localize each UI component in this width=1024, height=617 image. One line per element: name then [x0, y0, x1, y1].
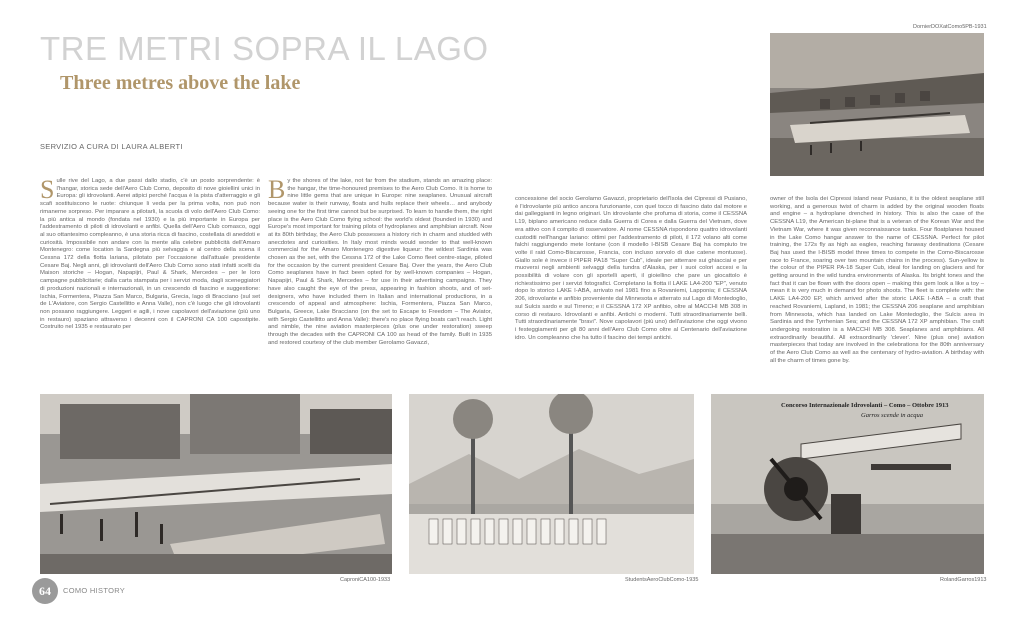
photo-caproni-hangar: [40, 394, 392, 574]
photo-dornier-seaplane: [770, 33, 984, 176]
article-title-english: Three metres above the lake: [60, 72, 301, 94]
text-column-italian-2: [515, 196, 747, 396]
article-title-italian: TRE METRI SOPRA IL LAGO: [40, 30, 489, 67]
poster-caption-line2: Garros scende in acqua: [861, 412, 924, 419]
garros-photo-illustration: [711, 394, 984, 574]
photo-credit-garros: RolandGarros1913: [940, 577, 987, 583]
page-number: 64: [32, 578, 58, 604]
photo-credit-students: StudentsAeroClubComo-1935: [625, 577, 699, 583]
column-text: owner of the Isola dei Cipressi island near Pusiano, it is the oldest seaplane still working, and a generous twist of charm is added by the original wooden floats and engine – a hydroplane drenched in history. This is also the case of the CESSNA L19, the American bi-plane that is a veteran of the Korean War and the Vietnam War, where it was given reconnaissance tasks. Four floatplanes housed in the Lake Como hangar answer to the name of CESSNA. Perfect for pilot training, the 172s fly as high as eagles, reaching faraway destinations (Cesare Baj has used the I-BISB model three times to compete in the Como-Biscarosse race to France, soaring over two mountain chains in the process). Sun-yellow is the colour of the PIPER PA-18 Super Cub, ideal for landing on glaciers and for getting around in the wild tundra environments of Alaska. Its bright tones and the fact that it can be flown with the doors open – making this gem look a like a toy – mean it is very much in demand for photo shoots. The fleet is complete with: the LAKE LA4-200 EP, which arrived after the storic LAKE I-ABA – a craft that reached Rovaniemi, Lapland, in 1981; the CESSNA 206 seaplane and amphibian from Minnesota, which has landed on Lake Montedoglio, the Sulcis area in Sardinia and the Tyrrhenian Sea; and the CESSNA 172 XP amphibian. The craft undergoing restoration is a MACCHI MB 308. Seaplanes and amphibians. All extraordinarily beautiful. All extraordinarily 'clever'. Nine (plus one) aviation masterpieces that today are involved in the celebrations for the 80th anniversary of the Aero Club Como as well as the centenary of hydro-aviation. A birthday with all the charm of times gone by.: [770, 196, 984, 364]
text-column-english-1: [268, 178, 492, 386]
dropcap-s: S: [40, 178, 55, 204]
text-column-italian-1: [40, 178, 260, 386]
students-photo-illustration: [409, 394, 694, 574]
photo-credit-caproni: CaproniCA100-1933: [340, 577, 391, 583]
photo-students-aeroclub: [409, 394, 694, 574]
caproni-photo-illustration: [40, 394, 392, 574]
text-column-english-2: [770, 196, 984, 396]
byline: SERVIZIO A CURA DI LAURA ALBERTI: [40, 142, 183, 151]
column-text: ulle rive del Lago, a due passi dallo stadio, c'è un posto sorprendente: è l'hangar, storica sede dell'Aero Club Como, deposito di nove gioiellini unici in Europa: gli idrovolanti. Aerei atipici perché l'acqua è la pista d'atterraggio e gli scafi sostituiscono le ruote: chiunque li veda per la prima volta, non può non rimanerne sorpreso. Per imparare a pilotarli, la scuola di volo dell'Aero Club Como: la più antica al mondo (fondata nel 1930) e la più importante in Europa per l'addestramento di piloti di idrovolanti e anfibi. Quella dell'Aero Club comasco, oggi al suo ottantesimo compleanno, è una storia ricca di fascino, costellata di aneddoti e curiosità. Impossibile non andare con la mente alla celebre pubblicità dell'Amaro Montenegro: come location la Sardegna più selvaggia e al centro della scena il Cessna 172 della flotta lariana, pilotato per l'occasione dall'attuale presidente Cesare Baj. Negli anni, gli idrovolanti dell'Aero Club Como sono stati infatti scelti da Maison storiche – Hogan, Napapijri, Paul & Shark, Mercedes – per le loro campagne pubblicitarie; dalla carta stampata per i servizi moda, dagli sceneggiatori di produzioni nazionali e internazionali, in un crescendo di fascino e suggestione: Ischia, Formentera, Piazza San Marco, Bulgaria, Grecia, lago di Bracciano (sul set de L'Aviatore, con Sergio Castellitto e Anna Valle), non c'è luogo che gli idrovolanti non possano raggiungere. Leggeri e agili, i nove capolavori dell'aviazione (più uno in restauro) spaziano attraverso i decenni con il CAPRONI CA 100 capostipite. Costruito nel 1935 e restaurato per: [40, 178, 260, 331]
dropcap-b: B: [268, 178, 286, 204]
photo-roland-garros: [711, 394, 984, 574]
dornier-photo-illustration: [770, 33, 984, 176]
photo-credit-dornier: DornierDOXatComo5PB-1931: [913, 24, 987, 30]
column-text: y the shores of the lake, not far from the stadium, stands an amazing place: the hangar, the time-honoured premises to the Aero Club Como. It is home to nine little gems that are unique in Europe: nine seaplanes. Unusual aircraft because water is their runway, floats and hulls replace their wheels… and anybody seeing one for the first time cannot but be surprised. To learn to handle them, the right place is the Aero Club Como flying school: the world's oldest (founded in 1930) and Europe's most important for training pilots of hydroplanes and amphibian aircraft. Now at its 80th birthday, the Aero Club possesses a history rich in charm and studded with anecdotes and curiosities. In Italy most minds would wonder to that well-known commercial for the Amaro Montenegro digestive liqueur: the wildest Sardinia was chosen as the set, with the Cessna 172 of the Lake Como fleet centre-stage, piloted for the occasion by the current president Cesare Baj. Over the years, the Aero Club Como seaplanes have in fact been opted for by well-known companies – Hogan, Napapijri, Paul & Shark, Mercedes – for use in their advertising campaigns. They have also caught the eye of the press, appearing in fashion shoots, and of set-designers, who have included them in Italian and international productions, in a crescendo of appeal and atmosphere: Ischia, Formentera, Piazza San Marco, Bulgaria, Greece, Lake Bracciano (on the set to Escape to Freedom – The Aviator, with Sergio Castellitto and Anna Valle): there's no place flying boats can't reach. Light and nimble, the nine aviation masterpieces (plus one under restoration) sweep through the decades with the CAPRONI CA 100 as head of the family. Built in 1935 and restored courtesy of the club member Gerolamo Gavazzi,: [268, 178, 492, 346]
poster-caption-line1: Concorso Internazionale Idrovolanti – Como – Ottobre 1913: [781, 402, 949, 409]
column-text: concessione del socio Gerolamo Gavazzi, proprietario dell'Isola dei Cipressi di Pusiano, è l'idrovolante più antico ancora funzionante, con quel tocco di fascino dato dal motore e dai galleggianti in legno originari. Un idrovolante che profuma di storia, come il CESSNA L19, biplano americano reduce dalla Guerra di Corea e dalla Guerra del Vietnam, dove era attivo con il compito di osservatore. Al nome CESSNA rispondono quattro idrovolanti custoditi nell'hangar lariano: ottimi per l'addestramento di piloti, il 172 volano alti come falchi raggiungendo mete lontane (con il modello I-BISB Cesare Baj ha compiuto tre volte il raid Como-Biscarosse, Francia, con incluso sorvolo di due catene montuose). Giallo sole è invece il PIPER PA18 "Super Cub", ideale per atterrare sui ghiacciai e per muoversi negli ambienti selvaggi della tundra d'Alaska, per i suoi colori accesi e la possibilità di volare con gli sportelli aperti, il gioiellino che pare un giocattolo è richiestissimo per i servizi fotografici. Completano la flotta il LAKE LA4-200 "EP", venuto dopo lo storico LAKE I-ABA, arrivato nel 1981 fino a Rovaniemi, Lapponia; il CESSNA 206, idrovolante e anfibio proveniente dal Minnesota e atterrato sul Lago di Montedoglio, sul Sulcis sardo e sul Tirreno; e il CESSNA 172 XP anfibio, oltre al MACCHI MB 308 in corso di restauro. Idrovolanti e anfibi. Antichi o moderni. Tutti straordinariamente belli. Tutti straordinariamente "bravi". Nove capolavori (più uno) dell'aviazione che oggi vivono i festeggiamenti per gli 80 anni dell'Aero Club Como oltre al Centenario dell'aviazione idro. Un compleanno che ha tutto il fascino dei tempi antichi.: [515, 196, 747, 341]
section-label: COMO HISTORY: [63, 586, 126, 595]
